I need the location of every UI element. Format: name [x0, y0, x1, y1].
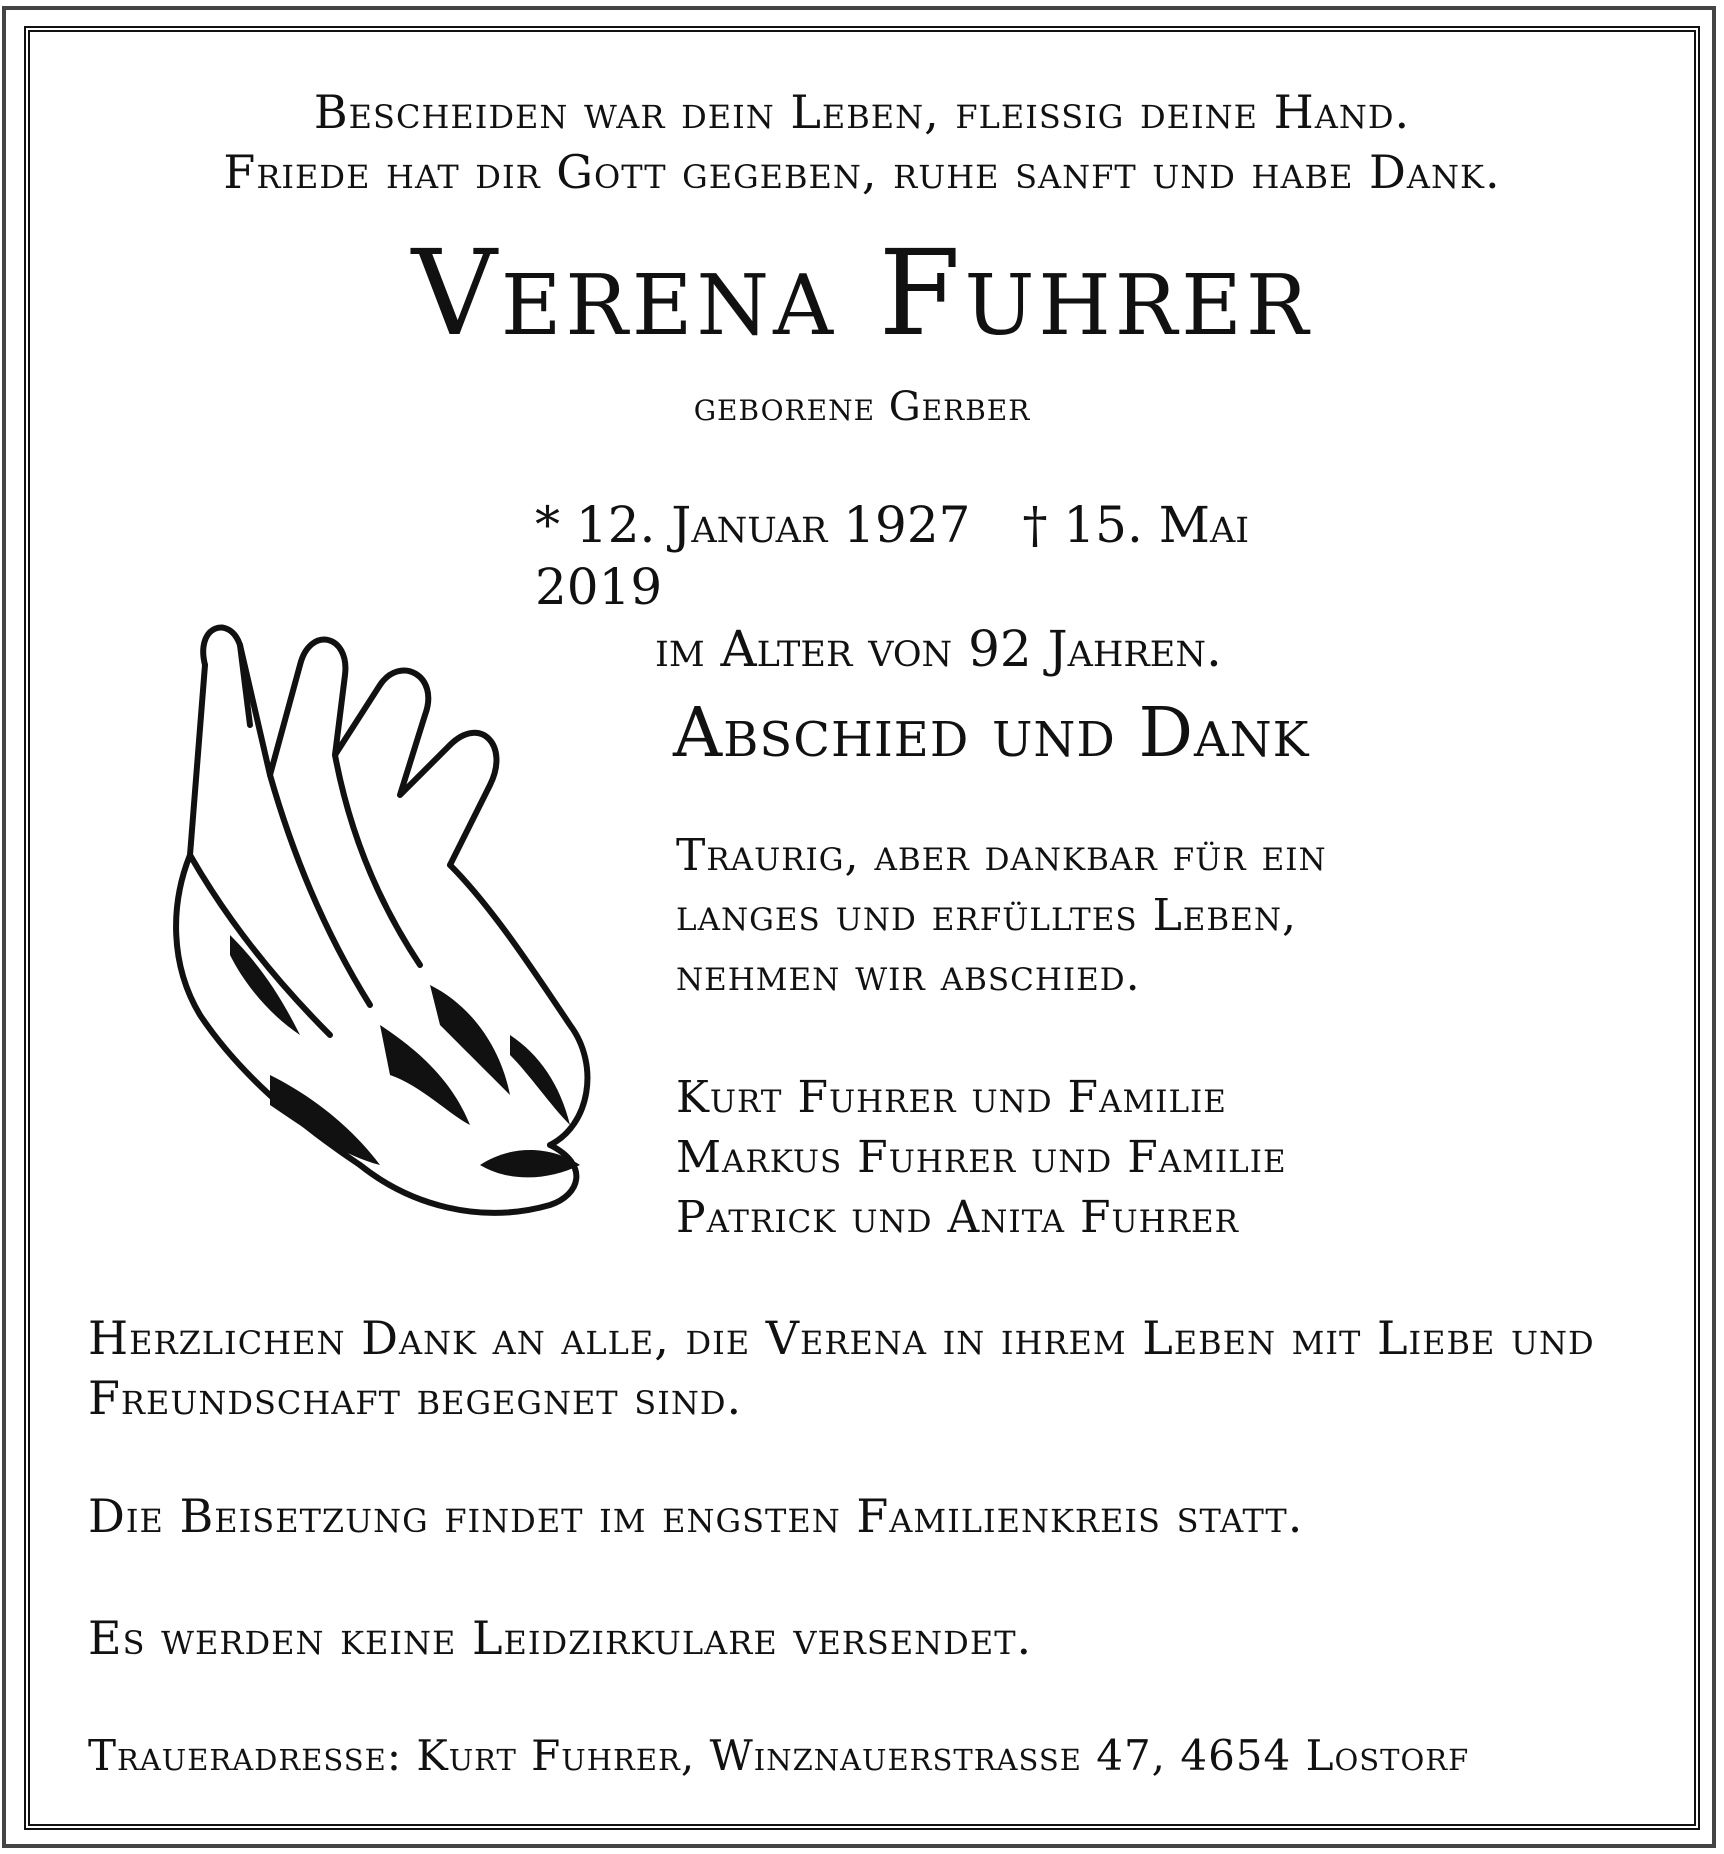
- memorial-verse: [0, 82, 1724, 202]
- deceased-name: Verena Fuhrer: [411, 224, 1313, 362]
- death-date: † 15. Mai 2019: [535, 496, 1250, 616]
- mourner: Patrick und Anita Fuhrer: [676, 1192, 1240, 1243]
- verse-line-1: Bescheiden war dein Leben, fleissig deine Hand.: [313, 85, 1411, 139]
- maiden-name: geborene Gerber: [693, 384, 1031, 430]
- birth-date: * 12. Januar 1927: [535, 496, 971, 554]
- burial-notice: Die Beisetzung findet im engsten Familienkreis statt.: [88, 1489, 1304, 1543]
- farewell-line: Traurig, aber dankbar für ein: [676, 830, 1327, 881]
- section-title: Abschied und Dank: [673, 694, 1310, 773]
- praying-hands-icon: [150, 605, 610, 1265]
- farewell-line: langes und erfülltes Leben,: [676, 890, 1297, 941]
- life-dates: [535, 494, 1355, 680]
- age-at-death: im Alter von 92 Jahren.: [655, 620, 1222, 678]
- mourner: Markus Fuhrer und Familie: [676, 1132, 1287, 1183]
- mourners-list: [676, 1068, 1287, 1248]
- circulars-notice: Es werden keine Leidzirkulare versendet.: [88, 1611, 1033, 1665]
- thanks-notice: Herzlichen Dank an alle, die Verena in ihrem Leben mit Liebe und Freundschaft begegnet sind.: [88, 1311, 1595, 1425]
- farewell-line: nehmen wir abschied.: [676, 950, 1141, 1001]
- mourner: Kurt Fuhrer und Familie: [676, 1072, 1227, 1123]
- farewell-text: [676, 826, 1327, 1006]
- mourning-address: Traueradresse: Kurt Fuhrer, Winznauerstrasse 47, 4654 Lostorf: [88, 1731, 1470, 1780]
- verse-line-2: Friede hat dir Gott gegeben, ruhe sanft und habe Dank.: [223, 145, 1501, 199]
